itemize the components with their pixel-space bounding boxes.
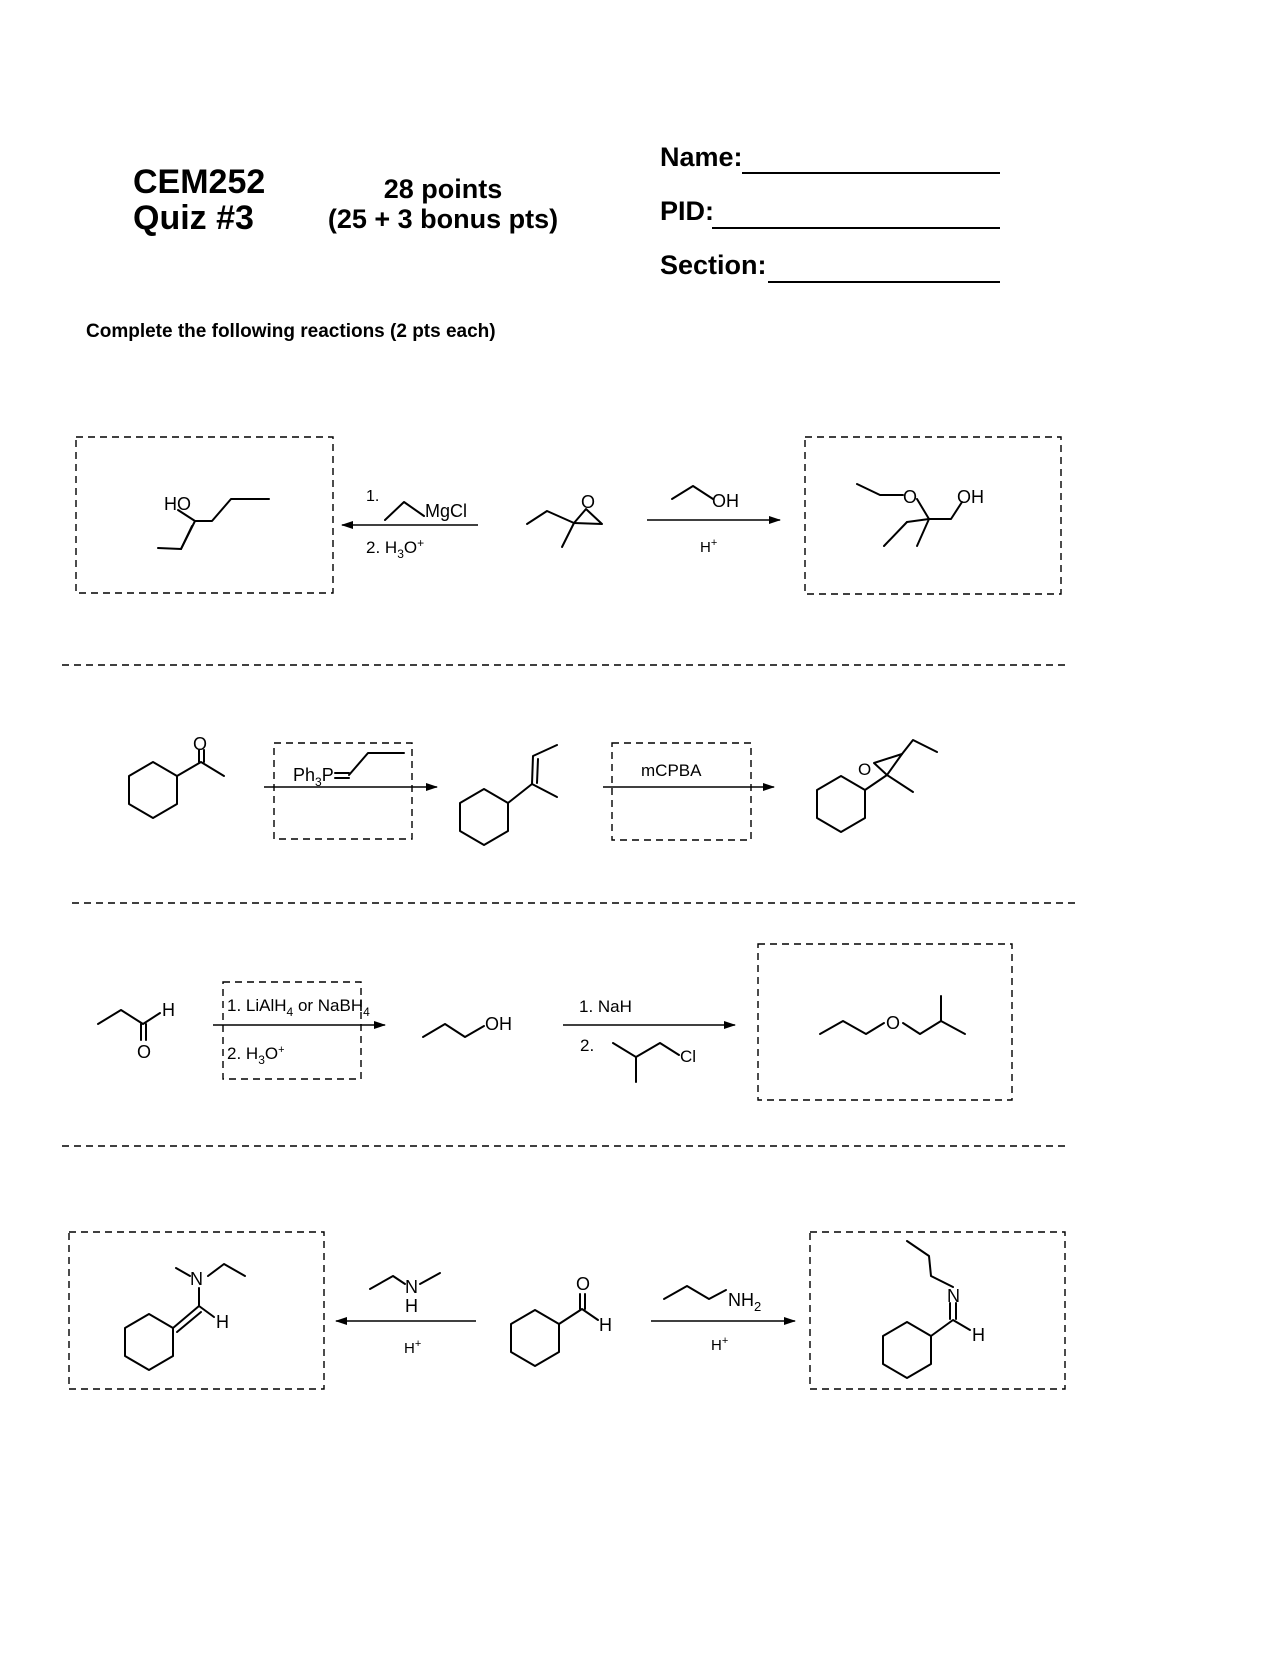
ethanol-oh: OH [712, 491, 739, 511]
answer-box-1a [76, 437, 333, 593]
propylamine-chain [664, 1286, 726, 1299]
aldehyde-h: H [162, 1000, 175, 1020]
imine-h: H [972, 1325, 985, 1345]
acid-left: H+ [404, 1338, 422, 1357]
mgcl-label: MgCl [425, 501, 468, 521]
chloride-label: Cl [680, 1047, 697, 1066]
propylidene-chain [349, 753, 404, 775]
enamine-structure [125, 1264, 245, 1370]
step2-number: 2. [580, 1036, 595, 1055]
aldehyde-structure [511, 1274, 612, 1366]
amine-n: N [405, 1277, 418, 1297]
instructions: Complete the following reactions (2 pts each) [86, 321, 496, 342]
ether-product-structure [820, 996, 965, 1034]
pid-label: PID: [660, 196, 714, 226]
alkene-structure [460, 745, 557, 845]
enamine-h: H [216, 1312, 229, 1332]
aldehyde-o-4: O [576, 1274, 591, 1294]
catalyst-h: H+ [700, 537, 718, 556]
step2-label: 2. $H_3O^+$ [366, 536, 425, 561]
reduction-step1: 1. LiAlH$_4$ or NaBH$_4$ [227, 996, 370, 1019]
ether-product-o: O [886, 1013, 901, 1033]
imine-n: N [947, 1286, 960, 1306]
acid-right: H+ [711, 1335, 729, 1354]
ethanol-chain [672, 486, 713, 499]
isobutyl-chain [613, 1043, 679, 1057]
ketone-structure [129, 734, 224, 818]
reaction-2 [129, 734, 937, 845]
product-oh: OH [957, 487, 984, 507]
course-code: CEM252 [133, 163, 266, 201]
aldehyde-h-4: H [599, 1315, 612, 1335]
points-breakdown: (25 + 3 bonus pts) [327, 204, 559, 234]
answer-box-2a [274, 743, 412, 839]
ether-o: O [903, 487, 918, 507]
epoxide-product-o: O [858, 760, 872, 779]
answer-box-4a [69, 1232, 324, 1389]
epoxide-product-structure [817, 740, 937, 832]
primary-amine: $NH_2$ [728, 1290, 762, 1314]
ylide-label: $Ph_3P$ [293, 765, 334, 789]
ketone-o: O [193, 734, 208, 754]
epoxide-structure [527, 492, 602, 547]
quiz-title: Quiz #3 [133, 199, 254, 237]
secondary-amine-structure [370, 1273, 440, 1316]
reaction-4 [69, 1232, 1065, 1389]
ho-label: HO [164, 494, 191, 514]
points-total: 28 points [383, 174, 503, 204]
enamine-n: N [190, 1269, 203, 1289]
name-label: Name: [660, 142, 743, 172]
mcpba-label: mCPBA [641, 761, 702, 780]
reduction-step2: 2. $H_3O^+$ [227, 1044, 285, 1067]
step1-number: 1. [366, 488, 380, 505]
propanal-structure [98, 1000, 175, 1062]
ether-alcohol-structure [857, 484, 984, 546]
tertiary-alcohol-structure [158, 494, 269, 549]
reaction-1 [76, 437, 1061, 594]
section-label: Section: [660, 250, 767, 280]
propanol-oh: OH [485, 1014, 512, 1034]
propanol-chain [423, 1024, 484, 1037]
reaction-3 [98, 944, 1012, 1100]
ethyl-fragment [385, 502, 424, 520]
imine-structure [883, 1241, 985, 1378]
answer-box-4b [810, 1232, 1065, 1389]
answer-box-3b [758, 944, 1012, 1100]
aldehyde-o: O [137, 1042, 152, 1062]
nah-label: 1. NaH [579, 997, 632, 1016]
amine-h: H [405, 1296, 418, 1316]
answer-box-2b [612, 743, 751, 840]
epoxide-o: O [581, 492, 596, 512]
answer-box-1b [805, 437, 1061, 594]
